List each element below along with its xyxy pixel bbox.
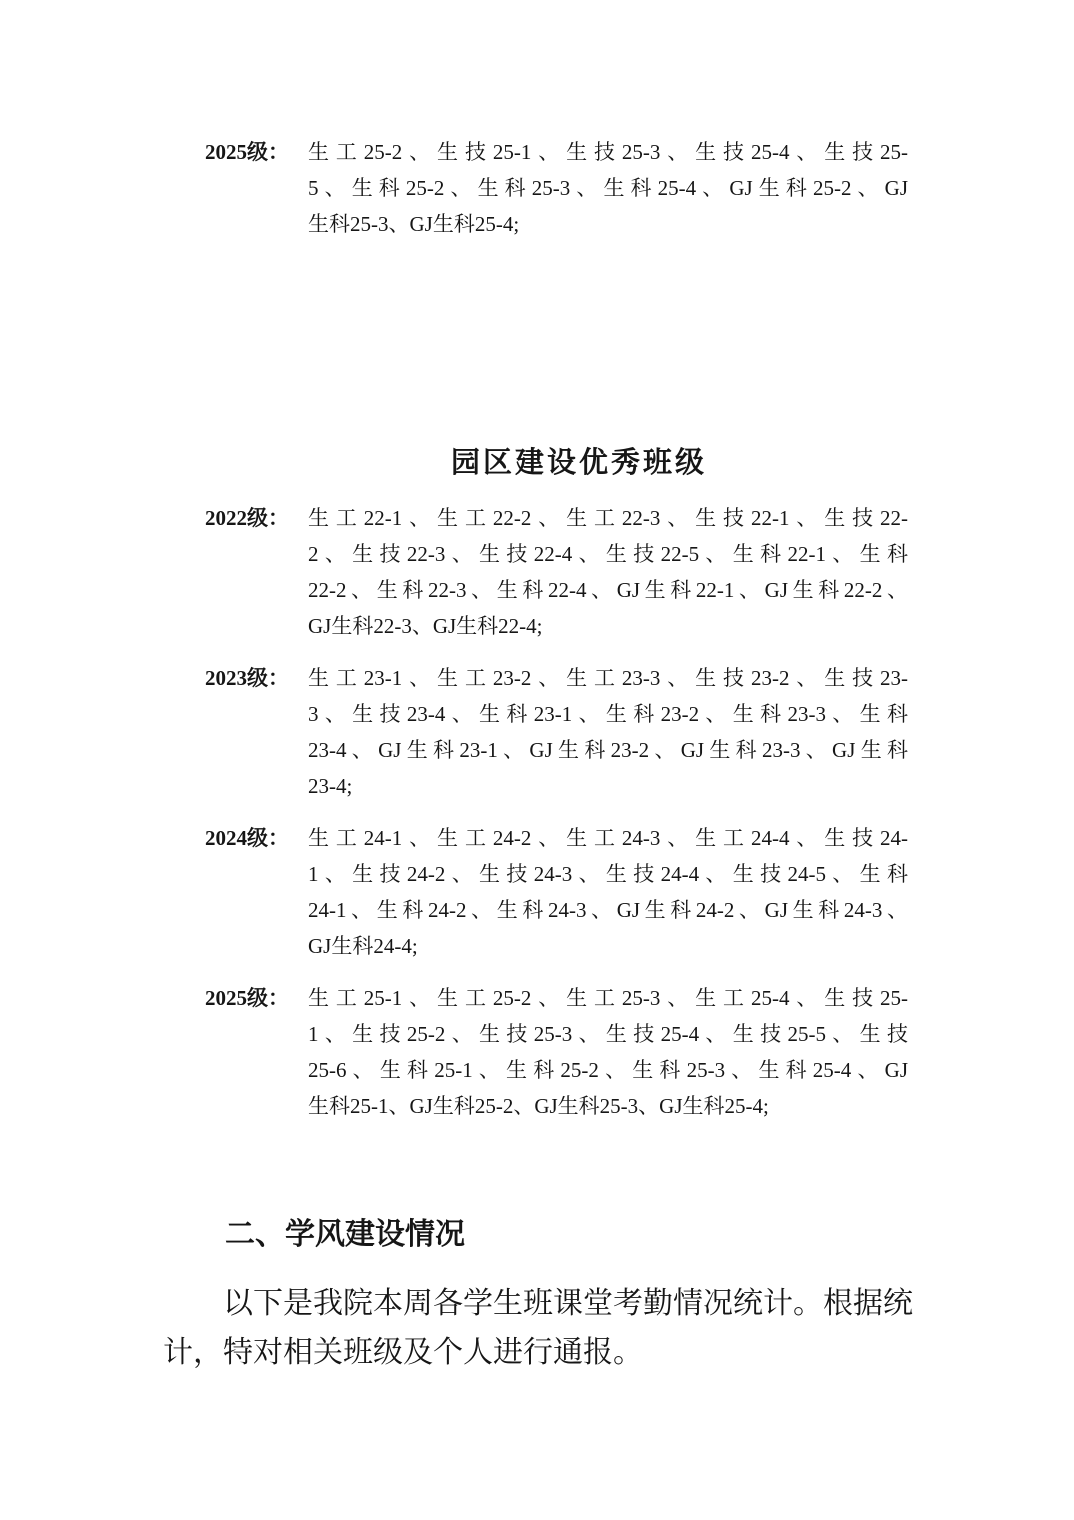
class-list-line: 生工24-1、生工24-2、生工24-3、生工24-4、生技24- xyxy=(308,826,908,850)
paragraph-line: 计，特对相关班级及个人进行通报。 xyxy=(163,1336,643,1369)
class-list-line: 生科25-1、GJ生科25-2、GJ生科25-3、GJ生科25-4; xyxy=(308,1094,769,1118)
class-list-line: 生工25-1、生工25-2、生工25-3、生工25-4、生技25- xyxy=(308,986,908,1010)
class-list-body xyxy=(308,134,908,242)
class-list-body xyxy=(308,500,908,644)
class-list-line: 25-6、生科25-1、生科25-2、生科25-3、生科25-4、GJ xyxy=(308,1058,908,1082)
class-list-block-2024 xyxy=(205,820,908,964)
class-list-block-2025 xyxy=(205,980,908,1124)
grade-label: 2022级： xyxy=(205,506,289,530)
class-list-line: 22-2、生科22-3、生科22-4、GJ生科22-1、GJ生科22-2、 xyxy=(308,578,908,602)
class-list-line: 1、生技24-2、生技24-3、生技24-4、生技24-5、生科 xyxy=(308,862,908,886)
class-list-block-2022 xyxy=(205,500,908,644)
class-list-line: 23-4、GJ生科23-1、GJ生科23-2、GJ生科23-3、GJ生科 xyxy=(308,738,908,762)
class-list-line: 23-4; xyxy=(308,774,353,798)
class-list-line: 5、生科25-2、生科25-3、生科25-4、GJ生科25-2、GJ xyxy=(308,176,908,200)
class-list-body xyxy=(308,820,908,964)
class-list-line: 24-1、生科24-2、生科24-3、GJ生科24-2、GJ生科24-3、 xyxy=(308,898,908,922)
subsection-heading: 二、学风建设情况 xyxy=(225,1218,465,1251)
class-list-body xyxy=(308,980,908,1124)
section-heading: 园区建设优秀班级 xyxy=(451,447,708,479)
class-list-line: 生工23-1、生工23-2、生工23-3、生技23-2、生技23- xyxy=(308,666,908,690)
class-list-line: 1、生技25-2、生技25-3、生技25-4、生技25-5、生技 xyxy=(308,1022,908,1046)
grade-label: 2025级： xyxy=(205,986,289,1010)
class-list-line: 3、生技23-4、生科23-1、生科23-2、生科23-3、生科 xyxy=(308,702,908,726)
class-list-body xyxy=(308,660,908,804)
class-list-block-2023 xyxy=(205,660,908,804)
class-list-block-intro xyxy=(205,134,908,242)
grade-label: 2025级： xyxy=(205,140,289,164)
class-list-line: 2、生技22-3、生技22-4、生技22-5、生科22-1、生科 xyxy=(308,542,908,566)
paragraph-line: 以下是我院本周各学生班课堂考勤情况统计。根据统 xyxy=(223,1287,913,1320)
class-list-line: 生科25-3、GJ生科25-4; xyxy=(308,212,520,236)
body-paragraph xyxy=(163,1279,919,1377)
class-list-line: 生工25-2、生技25-1、生技25-3、生技25-4、生技25- xyxy=(308,140,908,164)
class-list-line: GJ生科22-3、GJ生科22-4; xyxy=(308,614,543,638)
grade-label: 2024级： xyxy=(205,826,289,850)
class-list-line: GJ生科24-4; xyxy=(308,934,418,958)
class-list-line: 生工22-1、生工22-2、生工22-3、生技22-1、生技22- xyxy=(308,506,908,530)
grade-label: 2023级： xyxy=(205,666,289,690)
